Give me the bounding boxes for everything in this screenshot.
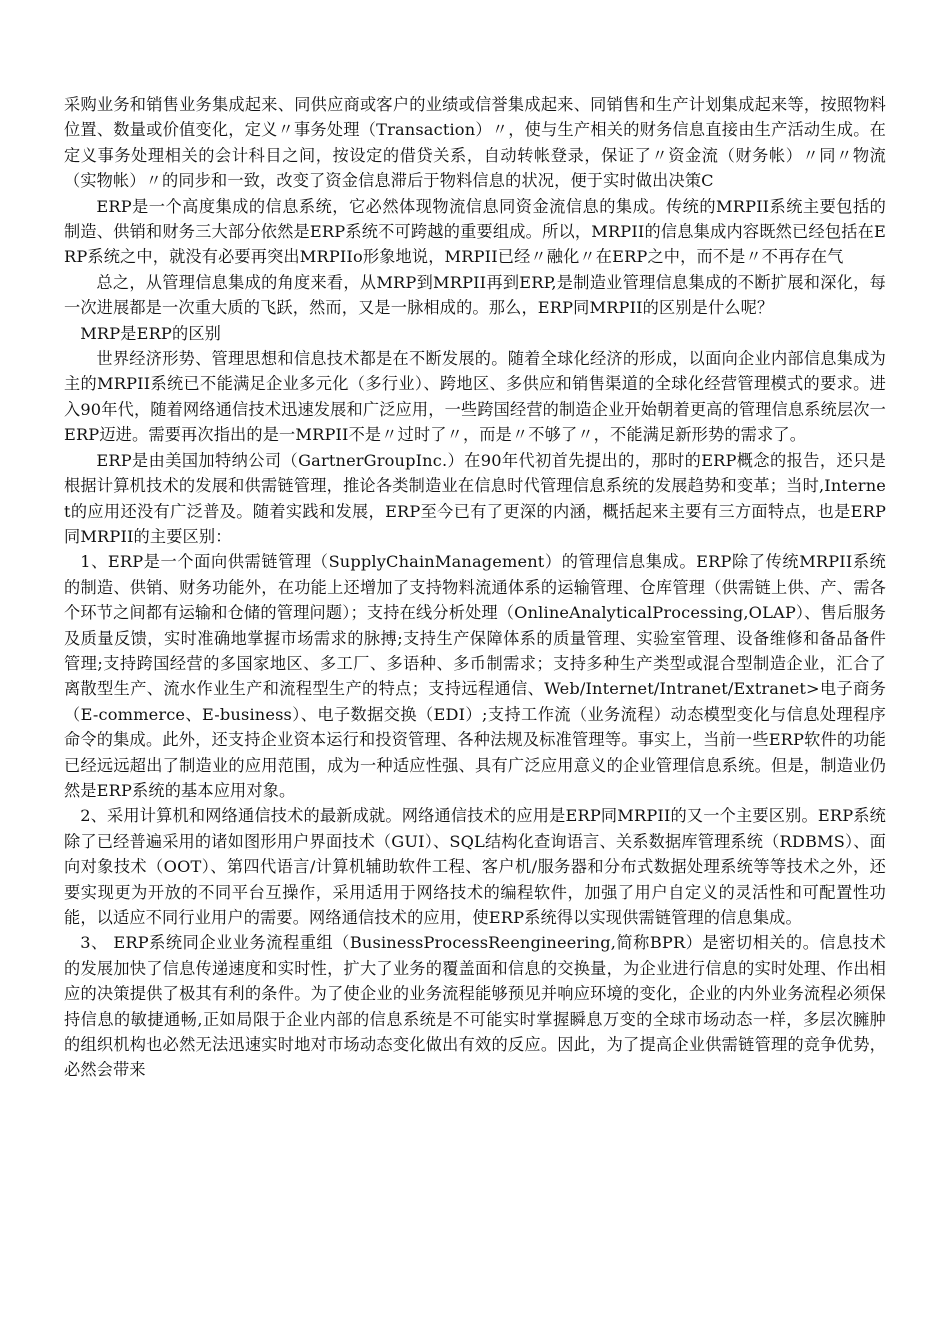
paragraph-erp-integrated-system: ERP是一个高度集成的信息系统，它必然体现物流信息同资金流信息的集成。传统的MRPII系统主要包括的制造、供销和财务三大部分依然是ERP系统不可跨越的重要组成。所以，MRPII的信息集成内容既然已经包括在ERP系统之中，就没有必要再突出MRPIIo形象地说，MRPII已经〃融化〃在ERP之中，而不是〃不再存在气 [64, 196, 886, 267]
paragraph-transaction-integration: 采购业务和销售业务集成起来、同供应商或客户的业绩或信誉集成起来、同销售和生产计划集成起来等，按照物料位置、数量或价值变化，定义〃事务处理（Transaction）〃，使与生产相关的财务信息直接由生产活动生成。在定义事务处理相关的会计科目之间，按设定的借贷关系，自动转帐登录，保证了〃资金流（财务帐）〃同〃物流（实物帐）〃的同步和一致，改变了资金信息滞后于物料信息的状况，便于实时做出决策C [64, 95, 886, 191]
paragraph-point-3-bpr: 3、 ERP系统同企业业务流程重组（BusinessProcessReengineering,简称BPR）是密切相关的。信息技术的发展加快了信息传递速度和实时性，扩大了业务的覆盖面和信息的交换量，为企业进行信息的实时处理、作出相应的决策提供了极其有利的条件。为了使企业的业务流程能够预见并响应环境的变化，企业的内外业务流程必须保持信息的敏捷通畅,正如局限于企业内部的信息系统是不可能实时掌握瞬息万变的全球市场动态一样，多层次臃肿的组织机构也必然无法迅速实时地对市场动态变化做出有效的反应。因此，为了提高企业供需链管理的竞争优势，必然会带来 [64, 933, 886, 1080]
paragraph-gartner-origin: ERP是由美国加特纳公司（GartnerGroupInc.）在90年代初首先提出的，那时的ERP概念的报告，还只是根据计算机技术的发展和供需链管理，推论各类制造业在信息时代管理信息系统的发展趋势和变革；当时,Internet的应用还没有广泛普及。随着实践和发展，ERP至今已有了更深的内涵，概括起来主要有三方面特点，也是ERP同MRPII的主要区别： [64, 450, 886, 546]
paragraph-world-economy: 世界经济形势、管理思想和信息技术都是在不断发展的。随着全球化经济的形成，以面向企业内部信息集成为主的MRPII系统已不能满足企业多元化（多行业）、跨地区、多供应和销售渠道的全球化经营管理模式的要求。进入90年代，随着网络通信技术迅速发展和广泛应用，一些跨国经营的制造企业开始朝着更高的管理信息系统层次一ERP迈进。需要再次指出的是一MRPII不是〃过时了〃，而是〃不够了〃，不能满足新形势的需求了。 [64, 349, 886, 445]
document-body [64, 92, 886, 1083]
paragraph-point-1-supply-chain: 1、ERP是一个面向供需链管理（SupplyChainManagement）的管理信息集成。ERP除了传统MRPII系统的制造、供销、财务功能外，在功能上还增加了支持物料流通体系的运输管理、仓库管理（供需链上供、产、需各个环节之间都有运输和仓储的管理问题）；支持在线分析处理（OnlineAnalyticalProcessing,OLAP）、售后服务及质量反馈，实时准确地掌握市场需求的脉搏;支持生产保障体系的质量管理、实验室管理、设备维修和备品备件管理;支持跨国经营的多国家地区、多工厂、多语种、多币制需求；支持多种生产类型或混合型制造企业，汇合了离散型生产、流水作业生产和流程型生产的特点；支持远程通信、Web/Internet/Intranet/Extranet>电子商务（E-commerce、E-business）、电子数据交换（EDI）;支持工作流（业务流程）动态模型变化与信息处理程序命令的集成。此外，还支持企业资本运行和投资管理、各种法规及标准管理等。事实上，当前一些ERP软件的功能已经远远超出了制造业的应用范围，成为一种适应性强、具有广泛应用意义的企业管理信息系统。但是，制造业仍然是ERP系统的基本应用对象。 [64, 552, 886, 800]
paragraph-point-2-network-technology: 2、采用计算机和网络通信技术的最新成就。网络通信技术的应用是ERP同MRPII的又一个主要区别。ERP系统除了已经普遍采用的诸如图形用户界面技术（GUI）、SQL结构化查询语言、关系数据库管理系统（RDBMS）、面向对象技术（OOT）、第四代语言/计算机辅助软件工程、客户机/服务器和分布式数据处理系统等等技术之外，还要实现更为开放的不同平台互操作，采用适用于网络技术的编程软件，加强了用户自定义的灵活性和可配置性功能，以适应不同行业用户的需要。网络通信技术的应用，使ERP系统得以实现供需链管理的信息集成。 [64, 806, 886, 927]
paragraph-summary: 总之，从管理信息集成的角度来看，从MRP到MRPII再到ERP,是制造业管理信息集成的不断扩展和深化，每一次进展都是一次重大质的飞跃，然而，又是一脉相成的。那么，ERP同MRPII的区别是什么呢？ [64, 272, 886, 318]
section-heading-mrp-erp-difference: MRP是ERP的区别 [80, 323, 221, 343]
